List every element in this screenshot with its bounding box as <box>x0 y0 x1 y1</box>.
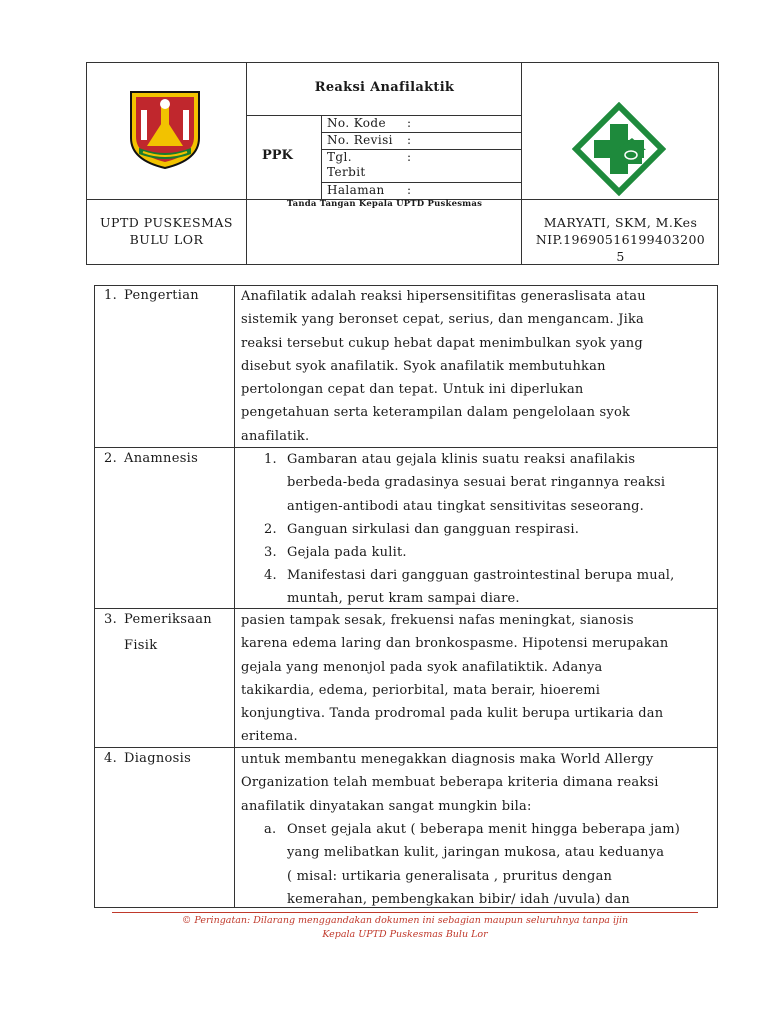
text-line: karena edema laring dan bronkospasme. Hipotensi merupakan <box>241 636 669 652</box>
meta-colon: : <box>407 150 412 164</box>
text-line: gejala yang menonjol pada syok anafilatiktik. Adanya <box>241 659 603 675</box>
text-line: anafilatik. <box>241 428 310 444</box>
footer-authority: Kepala UPTD Puskesmas Bulu Lor <box>322 929 488 940</box>
text-line: pengetahuan serta keterampilan dalam pengelolaan syok <box>241 405 631 421</box>
section-number: 2. <box>104 451 118 466</box>
footer-warning: © Peringatan: Dilarang menggandakan dokumen ini sebagian maupun seluruhnya tanpa ijin <box>181 915 629 926</box>
puskesmas-logo <box>572 102 666 200</box>
list-number: 3. <box>264 545 277 560</box>
section-number: 4. <box>104 751 118 766</box>
text-line: sistemik yang beronset cepat, serius, dan mengancam. Jika <box>241 312 644 328</box>
signer-name: MARYATI, SKM, M.Kes <box>543 215 698 230</box>
meta-tgl-terbit <box>327 150 412 164</box>
section-text-pengertian <box>241 285 711 448</box>
meta-no-kode <box>327 116 412 130</box>
meta-colon: : <box>407 183 412 197</box>
text-line: Ganguan sirkulasi dan gangguan respirasi. <box>287 522 580 537</box>
text-line: pasien tampak sesak, frekuensi nafas meningkat, sianosis <box>241 613 634 628</box>
content-divider <box>234 285 235 907</box>
list-number: a. <box>264 822 277 837</box>
meta-label: Halaman <box>327 183 385 197</box>
section-title-line2: Fisik <box>124 638 158 653</box>
meta-label: No. Revisi <box>327 133 393 147</box>
meta-label: Tgl. <box>327 150 352 164</box>
text-line: eritema. <box>241 729 298 745</box>
signer-nip: NIP.19690516199403200 <box>535 232 706 247</box>
meta-colon: : <box>407 133 412 147</box>
section-title: Diagnosis <box>124 751 192 766</box>
section-label-pemeriksaan-fisik <box>104 608 212 658</box>
text-line: Gambaran atau gejala klinis suatu reaksi anafilakis <box>287 452 636 467</box>
text-line: ( misal: urtikaria generalisata , pruritus dengan <box>287 868 613 884</box>
list-item <box>266 564 711 611</box>
section-title: Pemeriksaan <box>124 612 212 627</box>
section-number: 1. <box>104 288 118 303</box>
organization-name <box>86 214 247 248</box>
meta-terbit: Terbit <box>327 165 366 179</box>
text-line: Gejala pada kulit. <box>287 545 407 560</box>
org-line: BULU LOR <box>129 232 204 247</box>
list-item <box>266 448 711 518</box>
text-line: anafilatik dinyatakan sangat mungkin bila: <box>241 798 532 814</box>
text-line: konjungtiva. Tanda prodromal pada kulit berupa urtikaria dan <box>241 706 664 722</box>
section-title: Pengertian <box>124 288 199 303</box>
meta-halaman <box>327 183 412 197</box>
org-line: UPTD PUSKESMAS <box>100 215 233 230</box>
signature-caption: Tanda Tangan Kepala UPTD Puskesmas <box>286 199 483 209</box>
section-number: 3. <box>104 612 118 627</box>
section-text-diagnosis <box>241 748 711 818</box>
section-label-anamnesis <box>104 447 198 471</box>
signer-nip-tail: 5 <box>616 249 625 264</box>
text-line: disebut syok anafilatik. Syok anafilatik membutuhkan <box>241 358 606 374</box>
text-line: berbeda-beda gradasinya sesuai berat ringannya reaksi <box>287 475 666 491</box>
section-text-pemeriksaan-fisik <box>241 609 711 749</box>
section-title: Anamnesis <box>124 451 199 466</box>
footer-rule <box>112 912 698 913</box>
text-line: kemerahan, pembengkakan bibir/ idah /uvula) dan <box>287 891 630 907</box>
meta-colon: : <box>407 116 412 130</box>
text-line: pertolongan cepat dan tepat. Untuk ini diperlukan <box>241 382 584 398</box>
text-line: untuk membantu menegakkan diagnosis maka World Allergy <box>241 752 654 767</box>
section-label-diagnosis <box>104 747 191 771</box>
header-divider <box>321 115 322 200</box>
text-line: Anafilatik adalah reaksi hipersensitifitas generaslisata atau <box>241 289 646 304</box>
list-item <box>266 818 711 911</box>
list-number: 4. <box>264 568 277 583</box>
list-item <box>266 518 711 541</box>
meta-no-revisi <box>327 133 412 147</box>
text-line: Organization telah membuat beberapa kriteria dimana reaksi <box>241 775 659 791</box>
meta-label: No. Kode <box>327 116 386 130</box>
list-item <box>266 541 711 564</box>
text-line: yang melibatkan kulit, jaringan mukosa, atau keduanya <box>287 845 665 861</box>
text-line: Onset gejala akut ( beberapa menit hingga beberapa jam) <box>287 822 681 837</box>
section-label-pengertian <box>104 284 199 308</box>
list-number: 2. <box>264 522 277 537</box>
ppk-label: PPK <box>262 148 293 163</box>
text-line: takikardia, edema, periorbital, mata berair, hioeremi <box>241 682 601 698</box>
text-line: Manifestasi dari gangguan gastrointestinal berupa mual, <box>287 568 675 583</box>
document-title: Reaksi Anafilaktik <box>314 80 455 95</box>
city-crest-logo <box>127 88 203 174</box>
signer-block <box>522 214 719 265</box>
text-line: reaksi tersebut cukup hebat dapat menimbulkan syok yang <box>241 335 643 351</box>
text-line: antigen-antibodi atau tingkat sensitivitas seseorang. <box>287 498 645 514</box>
text-line: muntah, perut kram sampai diare. <box>287 591 520 607</box>
list-number: 1. <box>264 452 277 467</box>
